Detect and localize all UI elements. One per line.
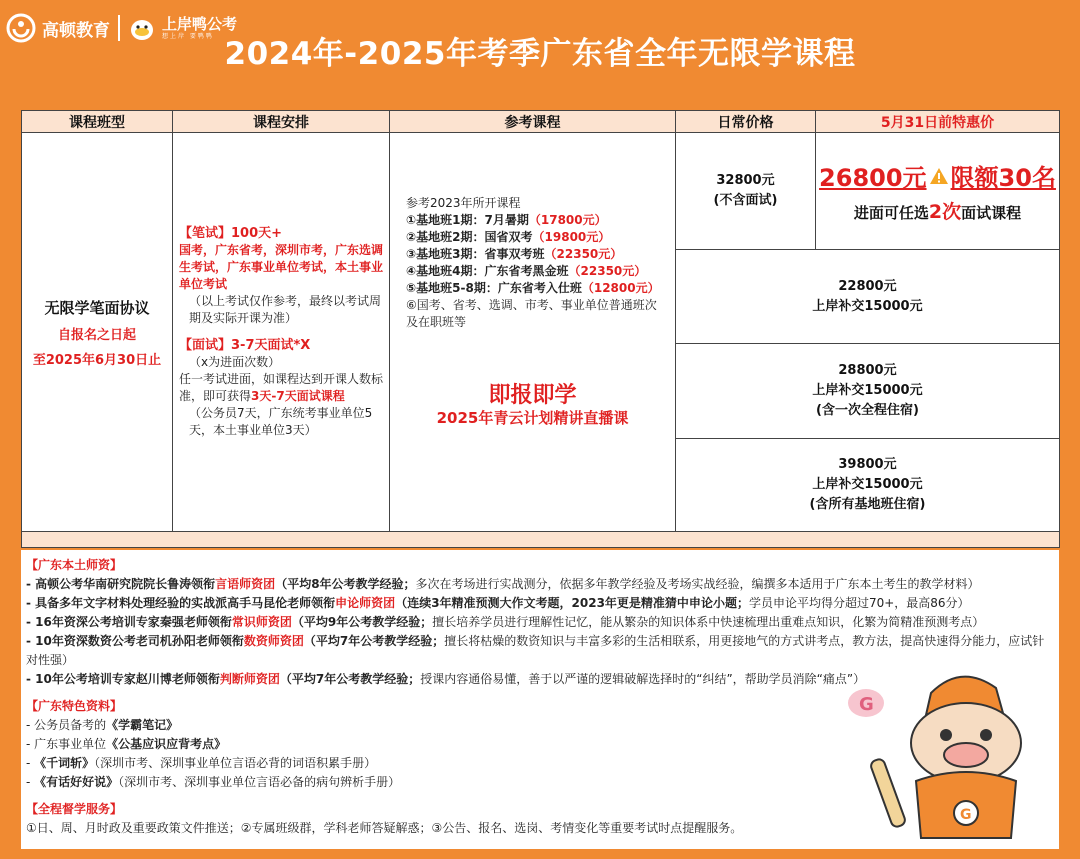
svg-text:G: G xyxy=(859,694,874,715)
teacher-exp: （平均7年公考教学经验； xyxy=(279,672,421,686)
price-value: 39800元 xyxy=(838,456,897,472)
slogan: 即报即学 xyxy=(488,383,577,409)
teacher-team: 申论师资团 xyxy=(335,596,396,610)
price-cell xyxy=(676,250,1060,344)
teacher-item xyxy=(26,613,1053,632)
teacher-exp: （连续3年精准预测大作文考题，2023年更是精准猜中申论小题； xyxy=(395,596,749,610)
header-regular-price: 日常价格 xyxy=(676,111,816,133)
class-type-cell xyxy=(22,133,173,532)
interview-x-note: （x为进面次数） xyxy=(189,355,281,369)
material-title: 《学霸笔记》 xyxy=(106,718,179,732)
teacher-lead: - 10年公考培训专家赵川博老师领衔 xyxy=(26,672,220,686)
services-section-title: 【全程督学服务】 xyxy=(26,802,123,816)
course-item xyxy=(406,212,667,229)
written-exams: 国考，广东省考，深圳市考，广东选调生考试，广东事业单位考试，本土事业单位考试 xyxy=(179,243,384,291)
interview-desc-text: 任一考试进面，如课程达到开课人数标准，即可获得 xyxy=(179,372,384,403)
teacher-team: 言语师资团 xyxy=(215,577,276,591)
warning-icon xyxy=(929,167,949,185)
interview-title: 【面试】3-7天面试*X xyxy=(179,338,311,353)
header-promo-price: 5月31日前特惠价 xyxy=(816,111,1060,133)
svg-text:G: G xyxy=(960,807,972,823)
material-title: 《千词斩》 xyxy=(34,756,95,770)
course-item xyxy=(406,229,667,246)
header-reference: 参考课程 xyxy=(390,111,676,133)
course-label: ⑤基地班5-8期：广东省考入仕班 xyxy=(406,281,582,296)
price-note-extra: (含所有基地班住宿) xyxy=(809,496,926,512)
table-spacer-row xyxy=(22,531,1060,547)
course-item xyxy=(406,263,667,280)
course-label: ①基地班1期：7月暑期 xyxy=(406,213,529,228)
course-item xyxy=(406,280,667,297)
course-price: （19800元） xyxy=(532,230,611,245)
class-type-start: 自报名之日起 xyxy=(57,327,136,343)
material-title: 《有话好好说》 xyxy=(34,775,119,789)
materials-section-title: 【广东特色资料】 xyxy=(26,699,123,713)
price-cell xyxy=(676,344,1060,439)
teacher-lead: - 具备多年文字材料处理经验的实战派高手马昆伦老师领衔 xyxy=(26,596,336,610)
table-header-row xyxy=(22,111,1060,133)
services-text: ①日、周、月时政及重要政策文件推送；②专属班级群，学科老师答疑解惑；③公告、报名、选岗、考情变化等重要考试时点提醒服务。 xyxy=(26,821,743,835)
teacher-team: 常识师资团 xyxy=(231,615,292,629)
reference-intro: 参考2023年所开课程 xyxy=(406,196,521,211)
course-item xyxy=(406,246,667,263)
teacher-exp: （平均9年公考教学经验； xyxy=(291,615,433,629)
header-schedule: 课程安排 xyxy=(173,111,390,133)
interview-note: （公务员7天，广东统考事业单位5天，本土事业单位3天） xyxy=(189,406,373,437)
teacher-desc: 擅长培养学员进行理解性记忆，能从繁杂的知识体系中快速梳理出重难点知识，化繁为简精准预测考点） xyxy=(432,615,985,629)
interview-desc xyxy=(179,371,383,405)
material-desc: （深圳市考、深圳事业单位言语必备的病句辨析手册） xyxy=(118,775,401,789)
teacher-team: 判断师资团 xyxy=(219,672,280,686)
sub-slogan: 2025年青云计划精讲直播课 xyxy=(436,409,629,428)
material-title: 《公基应识应背考点》 xyxy=(106,737,227,751)
price-note-extra: (含一次全程住宿) xyxy=(816,403,919,419)
slogan-block xyxy=(390,383,675,428)
teacher-item xyxy=(26,575,1053,594)
course-price: （22350元） xyxy=(568,264,647,279)
header-class-type: 课程班型 xyxy=(22,111,173,133)
price-cell xyxy=(676,133,816,250)
promo-desc-b: 2次 xyxy=(928,201,962,224)
class-type-end: 至2025年6月30日止 xyxy=(32,352,162,368)
teacher-lead: - 10年资深数资公考老司机孙阳老师领衔 xyxy=(26,634,244,648)
promo-desc-c: 面试课程 xyxy=(961,204,1022,223)
material-prefix: - 公务员备考的 xyxy=(26,718,107,732)
teacher-desc: 多次在考场进行实战测分，依据多年教学经验及考场实战经验，编撰多本适用于广东本土考生的教学材料） xyxy=(415,577,980,591)
written-title: 【笔试】100天+ xyxy=(179,226,283,241)
promo-limit: 限额30名 xyxy=(950,164,1056,193)
teacher-desc: 学员申论平均得分超过70+，最高86分） xyxy=(748,596,970,610)
course-table xyxy=(21,110,1059,548)
teachers-section-title: 【广东本土师资】 xyxy=(26,558,123,572)
promo-price: 26800元 xyxy=(819,164,927,193)
table-spacer-cell xyxy=(22,531,1060,547)
written-note: （以上考试仅作参考，最终以考试周期及实际开课为准） xyxy=(189,294,382,325)
price-cell xyxy=(676,438,1060,531)
duck-logo-title: 上岸鸭公考 xyxy=(162,14,238,33)
price-value: 22800元 xyxy=(838,278,897,294)
course-price: （17800元） xyxy=(528,213,607,228)
price-note: 上岸补交15000元 xyxy=(812,298,923,314)
class-type-name: 无限学笔面协议 xyxy=(44,298,150,317)
teacher-exp: （平均7年公考教学经验； xyxy=(303,634,445,648)
course-label: ④基地班4期：广东省考黑金班 xyxy=(406,264,569,279)
teacher-exp: （平均8年公考教学经验； xyxy=(275,577,416,591)
promo-desc xyxy=(816,197,1059,224)
page-title: 2024年-2025年考季广东省全年无限学课程 xyxy=(224,36,856,72)
mascot-illustration xyxy=(821,663,1051,843)
duck-logo-slogan: 想上岸 要鸭鸭 xyxy=(162,32,214,40)
teacher-lead: - 高顿公考华南研究院院长鲁涛领衔 xyxy=(26,577,216,591)
promo-desc-a: 进面可任选 xyxy=(853,204,929,223)
material-prefix: - xyxy=(26,756,35,770)
info-section xyxy=(21,550,1059,849)
reference-cell xyxy=(390,133,676,532)
material-prefix: - xyxy=(26,775,35,789)
price-note: 上岸补交15000元 xyxy=(812,476,923,492)
teacher-item xyxy=(26,594,1053,613)
price-value: 28800元 xyxy=(838,363,897,379)
gaodun-logo-text: 高顿教育 xyxy=(42,20,110,41)
course-price: （12800元） xyxy=(581,281,660,296)
price-note: 上岸补交15000元 xyxy=(812,383,923,399)
promo-cell xyxy=(816,133,1060,250)
price-note: (不含面试) xyxy=(713,193,778,209)
price-value: 32800元 xyxy=(716,173,775,189)
teacher-desc: 授课内容通俗易懂，善于以严谨的逻辑破解选择时的“纠结”，帮助学员消除“痛点”） xyxy=(420,672,866,686)
teacher-team: 数资师资团 xyxy=(243,634,304,648)
promo-headline xyxy=(816,158,1059,193)
material-prefix: - 广东事业单位 xyxy=(26,737,107,751)
course-label: ②基地班2期：国省双考 xyxy=(406,230,533,245)
teacher-desc: 擅长将枯燥的数资知识与丰富多彩的生活相联系，用更接地气的方式讲考点，教方法，提高快速得分能力，应试针对性强） xyxy=(26,634,1045,667)
interview-desc-highlight: 3天-7天面试课程 xyxy=(251,389,345,403)
course-other: ⑥国考、省考、选调、市考、事业单位普通班次及在职班等 xyxy=(406,298,657,330)
schedule-cell xyxy=(173,133,390,532)
course-price: （22350元） xyxy=(544,247,623,262)
material-desc: （深圳市考、深圳事业单位言语必背的词语积累手册） xyxy=(94,756,377,770)
teacher-lead: - 16年资深公考培训专家秦强老师领衔 xyxy=(26,615,232,629)
course-label: ③基地班3期：省事双考班 xyxy=(406,247,545,262)
